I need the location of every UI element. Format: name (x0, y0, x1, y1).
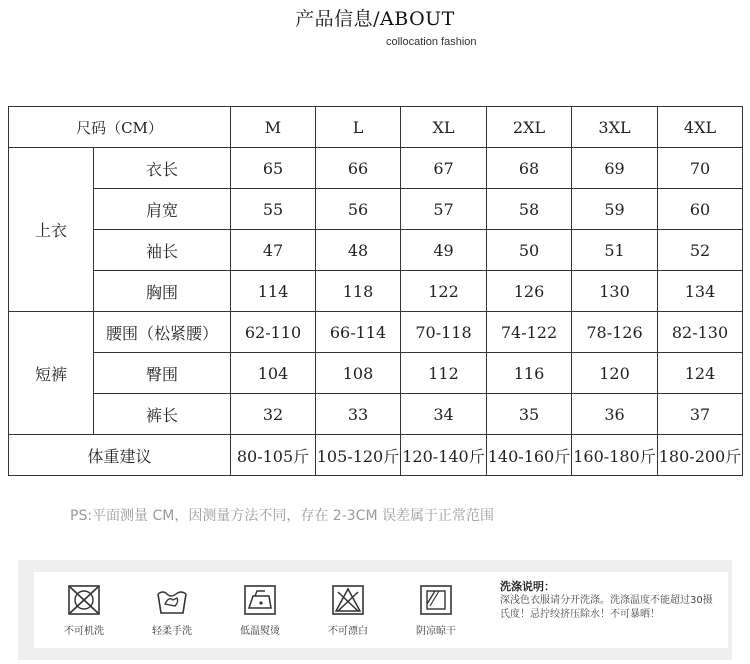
table-header-row (9, 107, 743, 148)
care-instructions-text: 深浅色衣服请分开洗涤。洗涤温度不能超过30摄氏度！忌拧绞挤压除水！不可暴晒！ (500, 595, 713, 620)
size-chart-table (8, 106, 743, 476)
table-cell: 47 (231, 230, 316, 271)
table-cell: 62-110 (231, 312, 316, 353)
table-cell: 160-180斤 (572, 435, 658, 476)
table-row (9, 394, 743, 435)
table-cell: 52 (658, 230, 743, 271)
table-cell: 74-122 (487, 312, 572, 353)
table-cell: 120-140斤 (401, 435, 487, 476)
table-cell: 49 (401, 230, 487, 271)
table-cell: 82-130 (658, 312, 743, 353)
top-group-label: 上衣 (9, 148, 94, 312)
table-cell: 122 (401, 271, 487, 312)
table-cell: 50 (487, 230, 572, 271)
table-cell: 124 (658, 353, 743, 394)
care-item (318, 584, 378, 637)
table-cell: 78-126 (572, 312, 658, 353)
shorts-group-label: 短裤 (9, 312, 94, 435)
table-cell: 55 (231, 189, 316, 230)
table-row (9, 353, 743, 394)
table-cell: 108 (316, 353, 401, 394)
table-cell: 33 (316, 394, 401, 435)
table-cell: 58 (487, 189, 572, 230)
care-item (406, 584, 466, 637)
care-item (54, 584, 114, 637)
table-row (9, 271, 743, 312)
row-label: 裤长 (94, 394, 231, 435)
table-row (9, 189, 743, 230)
size-header-label: 尺码（CM） (9, 107, 231, 148)
table-cell: 66-114 (316, 312, 401, 353)
size-header-cell: L (316, 107, 401, 148)
page-title: 产品信息/ABOUT (295, 8, 455, 30)
care-instructions-title: 洗涤说明： (500, 580, 555, 593)
size-header-cell: 2XL (487, 107, 572, 148)
table-cell: 60 (658, 189, 743, 230)
table-cell: 104 (231, 353, 316, 394)
table-row (9, 148, 743, 189)
table-cell: 32 (231, 394, 316, 435)
row-label: 胸围 (94, 271, 231, 312)
table-cell: 68 (487, 148, 572, 189)
measurement-note: PS:平面测量 CM，因测量方法不同，存在 2-3CM 误差属于正常范围 (70, 508, 494, 524)
no-bleach-icon (331, 584, 365, 616)
table-cell: 59 (572, 189, 658, 230)
table-cell: 70 (658, 148, 743, 189)
care-label: 不可漂白 (328, 626, 368, 637)
no-machine-wash-icon (67, 584, 101, 616)
table-cell: 56 (316, 189, 401, 230)
table-cell: 48 (316, 230, 401, 271)
row-label: 衣长 (94, 148, 231, 189)
table-cell: 80-105斤 (231, 435, 316, 476)
hand-wash-icon (155, 584, 189, 616)
table-cell: 36 (572, 394, 658, 435)
table-row (9, 312, 743, 353)
table-cell: 67 (401, 148, 487, 189)
table-row (9, 435, 743, 476)
size-header-cell: 4XL (658, 107, 743, 148)
table-cell: 114 (231, 271, 316, 312)
page-subtitle: collocation fashion (386, 36, 477, 48)
row-label: 腰围（松紧腰） (94, 312, 231, 353)
row-label: 肩宽 (94, 189, 231, 230)
table-cell: 51 (572, 230, 658, 271)
table-cell: 130 (572, 271, 658, 312)
table-cell: 57 (401, 189, 487, 230)
table-cell: 105-120斤 (316, 435, 401, 476)
care-panel-inner (34, 572, 728, 648)
row-label: 袖长 (94, 230, 231, 271)
care-panel (18, 560, 732, 660)
care-label: 轻柔手洗 (152, 626, 192, 637)
size-header-cell: 3XL (572, 107, 658, 148)
care-label: 阴凉晾干 (416, 626, 456, 637)
care-item (142, 584, 202, 637)
table-cell: 134 (658, 271, 743, 312)
table-cell: 37 (658, 394, 743, 435)
care-label: 不可机洗 (64, 626, 104, 637)
table-cell: 65 (231, 148, 316, 189)
weight-label: 体重建议 (9, 435, 231, 476)
table-cell: 120 (572, 353, 658, 394)
table-cell: 69 (572, 148, 658, 189)
table-cell: 35 (487, 394, 572, 435)
table-cell: 140-160斤 (487, 435, 572, 476)
table-cell: 118 (316, 271, 401, 312)
table-cell: 66 (316, 148, 401, 189)
care-item (230, 584, 290, 637)
table-cell: 180-200斤 (658, 435, 743, 476)
shade-dry-icon (419, 584, 453, 616)
table-cell: 112 (401, 353, 487, 394)
table-cell: 34 (401, 394, 487, 435)
table-cell: 116 (487, 353, 572, 394)
size-header-cell: M (231, 107, 316, 148)
row-label: 臀围 (94, 353, 231, 394)
table-cell: 70-118 (401, 312, 487, 353)
low-temp-iron-icon (243, 584, 277, 616)
table-cell: 126 (487, 271, 572, 312)
table-row (9, 230, 743, 271)
size-header-cell: XL (401, 107, 487, 148)
care-label: 低温熨烫 (240, 626, 280, 637)
